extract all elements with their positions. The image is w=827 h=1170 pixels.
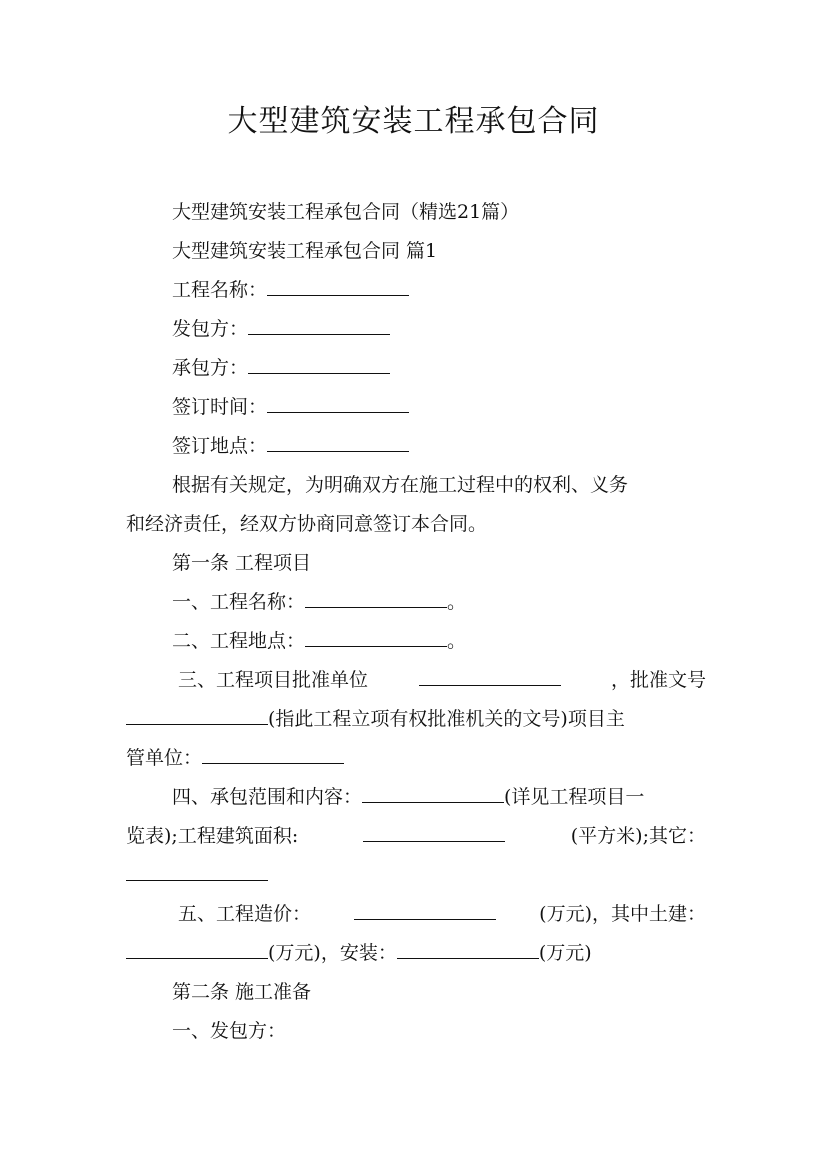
field-employer	[126, 311, 706, 347]
item3-text-b: ，批准文号	[610, 669, 706, 691]
fill-blank	[305, 606, 447, 608]
field-project-name	[126, 272, 706, 308]
item4-text-d: (平方米);其它：	[570, 825, 706, 847]
article1-item3-line1	[126, 662, 706, 698]
field-label: 工程名称：	[172, 279, 268, 301]
fill-blank	[202, 762, 344, 764]
intro-paragraph-line1: 根据有关规定，为明确双方在施工过程中的权利、义务	[172, 474, 629, 496]
item4-text-a: 四、承包范围和内容：	[172, 786, 363, 808]
fill-blank	[354, 918, 496, 920]
field-label: 承包方：	[172, 357, 249, 379]
field-label: 签订时间：	[172, 396, 268, 418]
document-subtitle: 大型建筑安装工程承包合同（精选21篇）	[172, 201, 520, 223]
article1-item4-line2	[126, 818, 706, 854]
fill-blank	[248, 333, 390, 335]
article2-item1: 一、发包方：	[172, 1020, 287, 1042]
article1-item4-line1	[126, 779, 706, 815]
fill-blank	[126, 957, 268, 959]
fill-blank	[397, 957, 539, 959]
item4-text-c: 览表);工程建筑面积:	[126, 825, 299, 847]
item5-text-c: (万元)，安装：	[268, 942, 397, 964]
field-label: 发包方：	[172, 318, 249, 340]
article2-heading: 第二条 施工准备	[172, 981, 312, 1003]
article1-item2	[126, 623, 706, 659]
item5-text-a: 五、工程造价：	[178, 903, 312, 925]
item-period: 。	[447, 591, 467, 613]
item4-text-b: (详见工程项目一	[504, 786, 645, 808]
fill-blank	[363, 840, 505, 842]
article1-item3-line3	[126, 740, 706, 776]
fill-blank	[248, 372, 390, 374]
fill-blank	[267, 411, 409, 413]
item3-text-d: 管单位：	[126, 747, 203, 769]
field-label: 签订地点：	[172, 435, 268, 457]
fill-blank	[126, 879, 268, 881]
intro-paragraph-line2: 和经济责任，经双方协商同意签订本合同。	[126, 513, 488, 535]
item-period: 。	[447, 630, 467, 652]
item3-text-a: 三、工程项目批准单位	[178, 669, 369, 691]
item5-text-d: (万元)	[538, 942, 592, 964]
field-sign-time	[126, 389, 706, 425]
article1-heading: 第一条 工程项目	[172, 552, 312, 574]
fill-blank	[267, 450, 409, 452]
item-label: 一、工程名称：	[172, 591, 306, 613]
article1-item5-line1	[126, 896, 706, 932]
fill-blank	[305, 645, 447, 647]
item5-text-b: (万元)，其中土建：	[539, 903, 706, 925]
item3-text-c: (指此工程立项有权批准机关的文号)项目主	[268, 708, 625, 730]
article1-item3-line2	[126, 701, 706, 737]
article1-item5-line2	[126, 935, 706, 971]
field-contractor	[126, 350, 706, 386]
document-title: 大型建筑安装工程承包合同	[227, 104, 600, 139]
article1-item1	[126, 584, 706, 620]
item-label: 二、工程地点：	[172, 630, 306, 652]
fill-blank	[267, 294, 409, 296]
fill-blank	[362, 801, 504, 803]
fill-blank	[419, 684, 561, 686]
section-heading: 大型建筑安装工程承包合同 篇1	[172, 240, 438, 262]
fill-blank	[126, 723, 268, 725]
field-sign-place	[126, 428, 706, 464]
article1-item4-line3	[126, 857, 706, 893]
